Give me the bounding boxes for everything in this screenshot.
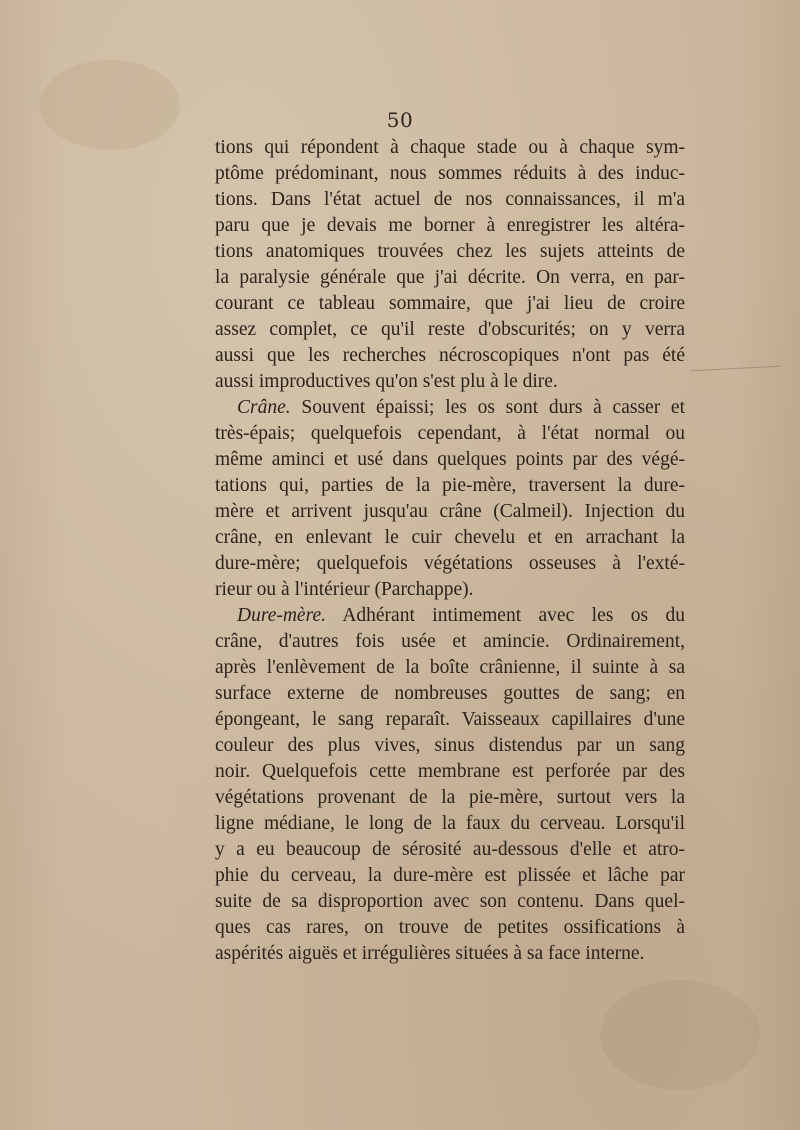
text-line: ques cas rares, on trouve de petites ossifications à <box>215 917 685 938</box>
text-line: surface externe de nombreuses gouttes de sang; en <box>215 683 685 704</box>
text-line <box>215 395 685 421</box>
text-line: suite de sa disproportion avec son contenu. Dans quel- <box>215 891 685 912</box>
text-fragment: Souvent épaissi; les os sont durs à casser et <box>290 397 685 418</box>
margin-mark <box>690 366 780 372</box>
text-line: même aminci et usé dans quelques points par des végé- <box>215 449 685 470</box>
text-fragment: Adhérant intimement avec les os du <box>325 605 685 626</box>
text-line: ptôme prédominant, nous sommes réduits à des induc- <box>215 163 685 184</box>
page-number: 50 <box>386 108 414 132</box>
text-line: végétations provenant de la pie-mère, surtout vers la <box>215 787 685 808</box>
text-line: couleur des plus vives, sinus distendus par un sang <box>215 735 685 756</box>
text-line: après l'enlèvement de la boîte crânienne, il suinte à sa <box>215 657 685 678</box>
text-line: aussi improductives qu'on s'est plu à le dire. <box>215 371 558 392</box>
body-text <box>215 135 685 967</box>
text-line: mère et arrivent jusqu'au crâne (Calmeil). Injection du <box>215 501 685 522</box>
text-line: courant ce tableau sommaire, que j'ai lieu de croire <box>215 293 685 314</box>
text-line: y a eu beaucoup de sérosité au-dessous d'elle et atro- <box>215 839 685 860</box>
paper-stain <box>40 60 180 150</box>
text-line: tions anatomiques trouvées chez les sujets atteints de <box>215 241 685 262</box>
text-line: assez complet, ce qu'il reste d'obscurités; on y verra <box>215 319 685 340</box>
text-line: phie du cerveau, la dure-mère est plissée et lâche par <box>215 865 685 886</box>
text-line: la paralysie générale que j'ai décrite. On verra, en par- <box>215 267 685 288</box>
text-line: rieur ou à l'intérieur (Parchappe). <box>215 579 474 600</box>
text-line: aussi que les recherches nécroscopiques n'ont pas été <box>215 345 685 366</box>
text-line: tions qui répondent à chaque stade ou à chaque sym- <box>215 137 685 158</box>
text-line: crâne, d'autres fois usée et amincie. Ordinairement, <box>215 631 685 652</box>
text-line: épongeant, le sang reparaît. Vaisseaux capillaires d'une <box>215 709 685 730</box>
text-line: crâne, en enlevant le cuir chevelu et en arrachant la <box>215 527 685 548</box>
text-line: tations qui, parties de la pie-mère, traversent la dure- <box>215 475 685 496</box>
section-heading-dure-mere: Dure-mère. <box>237 605 326 626</box>
text-line: noir. Quelquefois cette membrane est perforée par des <box>215 761 685 782</box>
text-line: très-épais; quelquefois cependant, à l'état normal ou <box>215 423 685 444</box>
text-line <box>215 603 685 629</box>
text-line: tions. Dans l'état actuel de nos connaissances, il m'a <box>215 189 685 210</box>
text-line: paru que je devais me borner à enregistrer les altéra- <box>215 215 685 236</box>
section-heading-crane: Crâne. <box>237 397 291 418</box>
paper-stain <box>600 980 760 1090</box>
text-line: dure-mère; quelquefois végétations osseuses à l'exté- <box>215 553 685 574</box>
text-line: ligne médiane, le long de la faux du cerveau. Lorsqu'il <box>215 813 685 834</box>
text-line: aspérités aiguës et irrégulières situées à sa face interne. <box>215 943 645 964</box>
